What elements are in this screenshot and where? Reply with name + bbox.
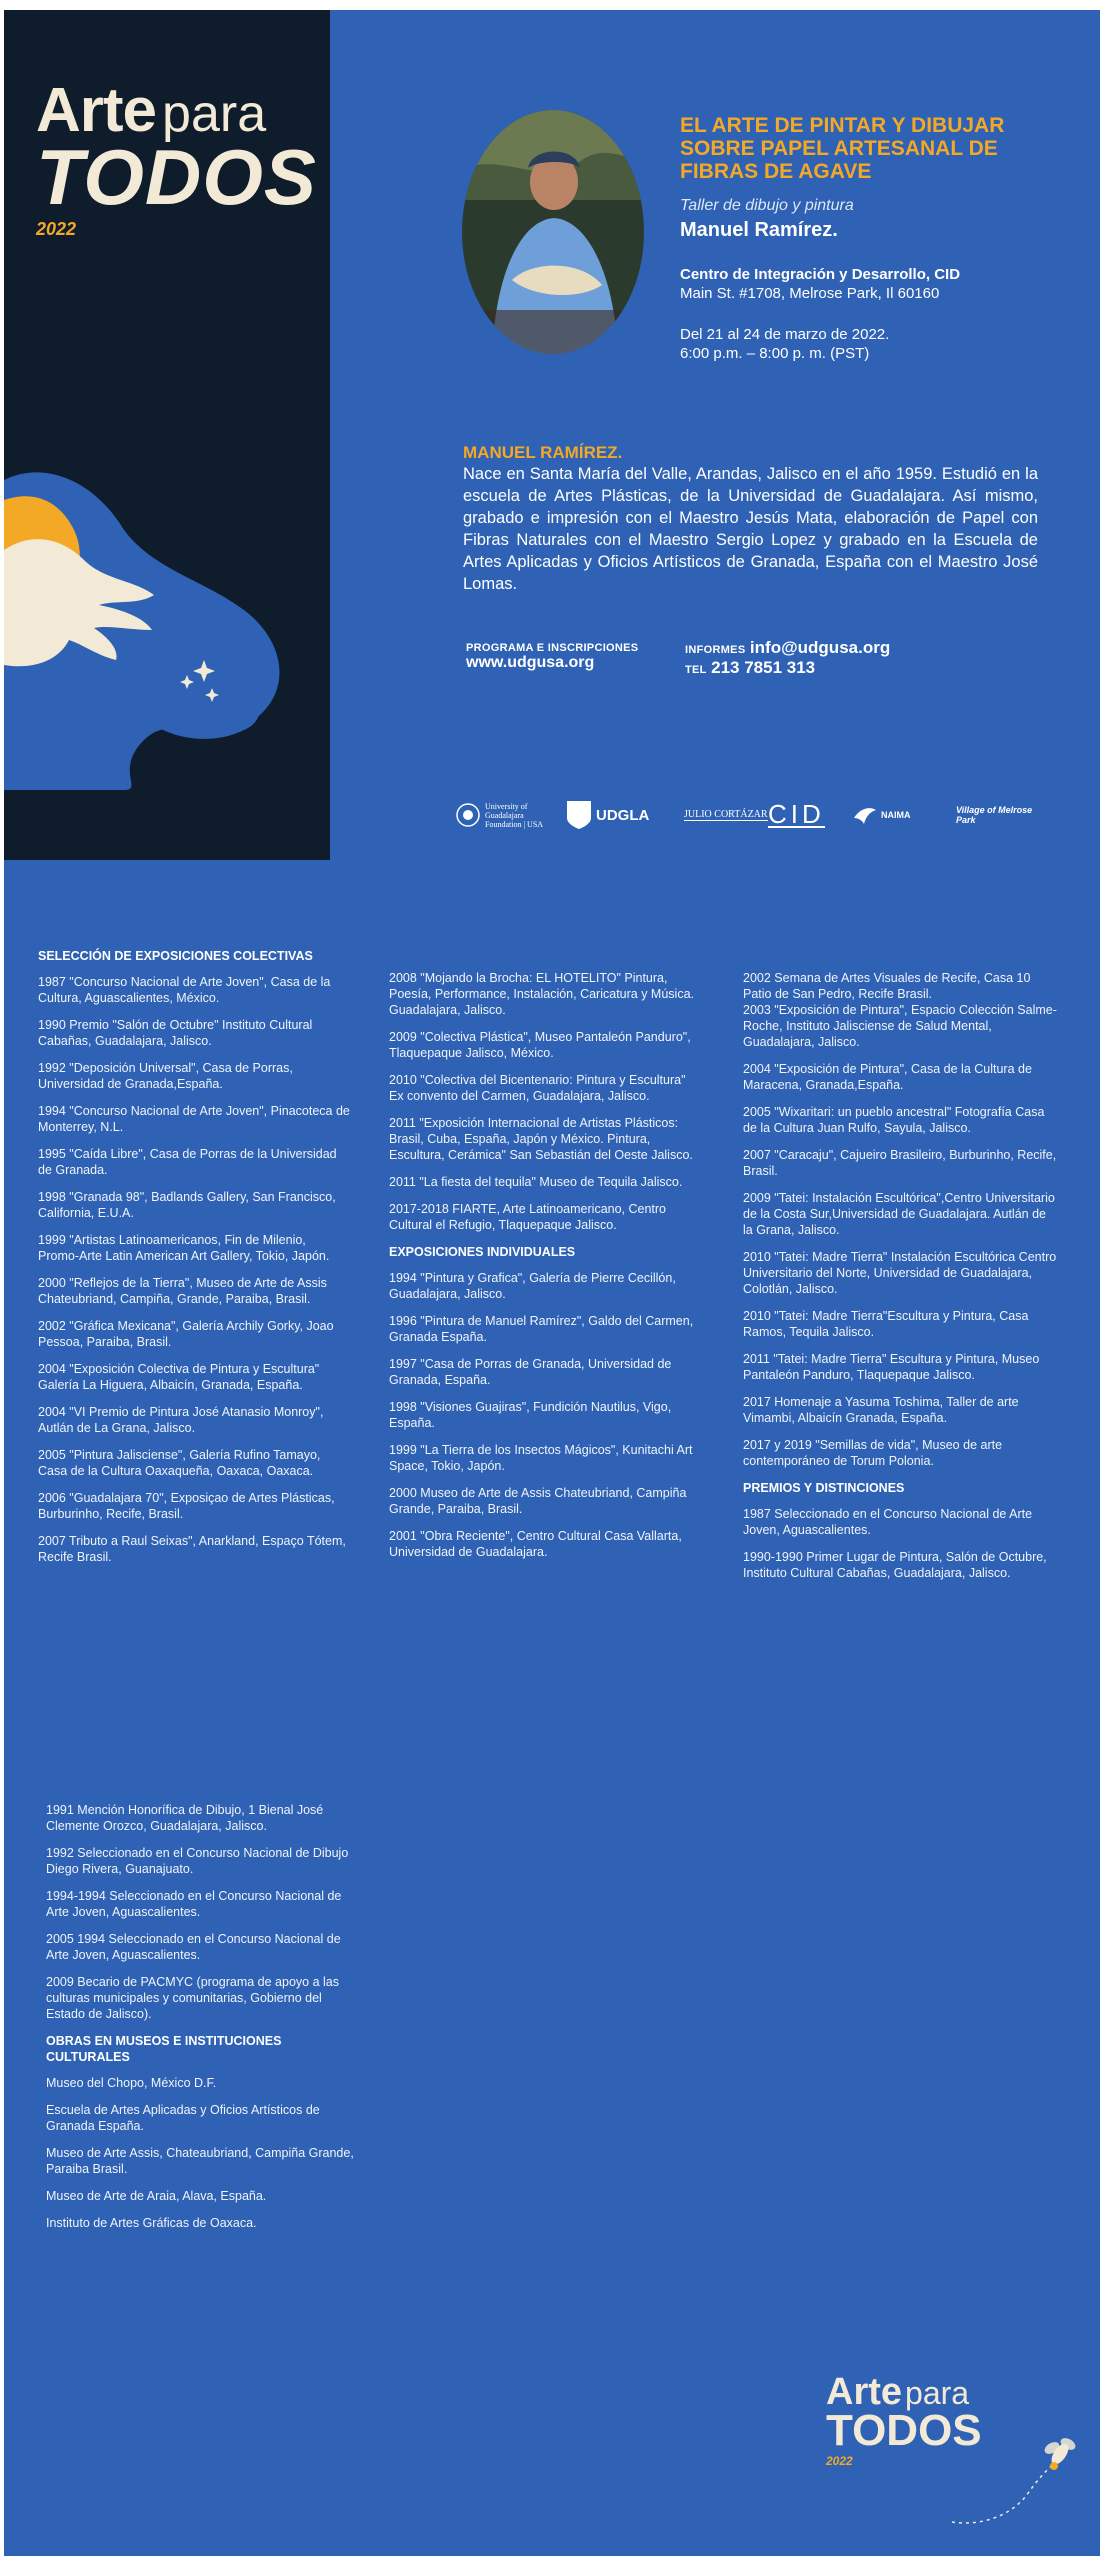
program-url-link[interactable]: www.udgusa.org bbox=[466, 654, 595, 671]
list-item: 2010 "Colectiva del Bicentenario: Pintura y Escultura" Ex convento del Carmen, Guadalajara, Jalisco. bbox=[389, 1073, 686, 1103]
event-subtitle: Taller de dibujo y pintura bbox=[680, 197, 854, 214]
program-contact bbox=[466, 642, 638, 672]
brand-para: para bbox=[162, 85, 267, 143]
list-item: 1998 "Visiones Guajiras", Fundición Nautilus, Vigo, España. bbox=[389, 1400, 672, 1430]
list-item: 2000 Museo de Arte de Assis Chateubriand, Campiña Grande, Paraiba, Brasil. bbox=[389, 1486, 687, 1516]
list-item: 2009 "Tatei: Instalación Escultórica",Centro Universitario de la Costa Sur,Universidad de Guadalajara. Autlán de la Grana, Jalisco. bbox=[743, 1191, 1055, 1237]
list-item: 1999 "Artistas Latinoamericanos, Fin de Milenio, Promo-Arte Latin American Art Gallery, Tokio, Japón. bbox=[38, 1233, 330, 1263]
list-item: Instituto de Artes Gráficas de Oaxaca. bbox=[46, 2216, 257, 2230]
list-item: 2004 "Exposición de Pintura", Casa de la Cultura de Maracena, Granada,España. bbox=[743, 1062, 1032, 1092]
list-item: Escuela de Artes Aplicadas y Oficios Artísticos de Granada España. bbox=[46, 2103, 320, 2133]
list-item: 1996 "Pintura de Manuel Ramírez", Galdo del Carmen, Granada España. bbox=[389, 1314, 694, 1344]
exhibitions-col2 bbox=[389, 970, 703, 1571]
brand-todos: TODOS bbox=[826, 2406, 982, 2455]
list-item: 2004 "VI Premio de Pintura José Atanasio Monroy", Autlán de La Grana, Jalisco. bbox=[38, 1405, 324, 1435]
list-item: 1990-1990 Primer Lugar de Pintura, Salón de Octubre, Instituto Cultural Cabañas, Guadalajara, Jalisco. bbox=[743, 1550, 1047, 1580]
list-item: 1994 "Pintura y Grafica", Galería de Pierre Cecillón, Guadalajara, Jalisco. bbox=[389, 1271, 676, 1301]
awards-continued-col bbox=[46, 1802, 358, 2242]
event-info bbox=[680, 114, 1060, 362]
bio-text: Nace en Santa María del Valle, Arandas, Jalisco en el año 1959. Estudió en la escuela de Artes Plásticas, de la Universidad de Guadalajara. Así mismo, grabado e impresión con el Maestro Jesús Mata, elaboración de Papel con Fibras Naturales con el Maestro Sergio Lopez y grabado en la Escuela de Artes Aplicadas y Oficios Artísticos de Granada, España con el Maestro José Lomas. bbox=[463, 465, 1038, 593]
brand-todos: TODOS bbox=[36, 133, 317, 221]
artist-bio bbox=[463, 443, 1038, 595]
event-artist: Manuel Ramírez. bbox=[680, 219, 838, 241]
sponsor-logos bbox=[456, 795, 1056, 839]
brand-year: 2022 bbox=[826, 2454, 853, 2468]
list-item: 2001 "Obra Reciente", Centro Cultural Casa Vallarta, Universidad de Guadalajara. bbox=[389, 1529, 682, 1559]
list-item: 1998 "Granada 98", Badlands Gallery, San Francisco, California, E.U.A. bbox=[38, 1190, 336, 1220]
museums-heading: OBRAS EN MUSEOS E INSTITUCIONES CULTURALES bbox=[46, 2034, 282, 2064]
tel-number: 213 7851 313 bbox=[711, 658, 816, 677]
individual-heading: EXPOSICIONES INDIVIDUALES bbox=[389, 1245, 576, 1259]
bird-icon bbox=[852, 804, 878, 826]
list-item: 2009 "Colectiva Plástica", Museo Pantaleón Panduro", Tlaquepaque Jalisco, México. bbox=[389, 1030, 691, 1060]
list-item: 2008 "Mojando la Brocha: EL HOTELITO" Pintura, Poesía, Performance, Instalación, Caricatura y Música. Guadalajara, Jalisco. bbox=[389, 971, 694, 1017]
event-time: 6:00 p.m. – 8:00 p. m. (PST) bbox=[680, 345, 870, 362]
event-title: EL ARTE DE PINTAR Y DIBUJAR SOBRE PAPEL ARTESANAL DE FIBRAS DE AGAVE bbox=[680, 114, 1005, 183]
list-item: 2005 1994 Seleccionado en el Concurso Nacional de Arte Joven, Aguascalientes. bbox=[46, 1932, 341, 1962]
brand-year: 2022 bbox=[36, 219, 77, 239]
list-item: Museo del Chopo, México D.F. bbox=[46, 2076, 217, 2090]
event-venue: Centro de Integración y Desarrollo, CID bbox=[680, 266, 961, 283]
event-address: Main St. #1708, Melrose Park, Il 60160 bbox=[680, 285, 940, 302]
program-label: PROGRAMA E INSCRIPCIONES bbox=[466, 642, 639, 654]
list-item: 2005 "Pintura Jalisciense", Galería Rufino Tamayo, Casa de la Cultura Oaxaqueña, Oaxaca, Oaxaca. bbox=[38, 1448, 321, 1478]
bio-name: MANUEL RAMÍREZ. bbox=[463, 443, 623, 462]
list-item: 2002 Semana de Artes Visuales de Recife, Casa 10 Patio de San Pedro, Recife Brasil. 2003 "Exposición de Pintura", Espacio Colección Salme-Roche, Instituto Jalisciense de Salud Mental, Guadalajara, Jalisco. bbox=[743, 971, 1057, 1049]
list-item: 2007 "Caracaju", Cajueiro Brasileiro, Burburinho, Recife, Brasil. bbox=[743, 1148, 1057, 1178]
sponsor-melrose: Village of Melrose Park bbox=[956, 805, 1033, 825]
sponsor-naima: NAIMA bbox=[852, 795, 911, 835]
artist-photo bbox=[462, 110, 644, 354]
sponsor-cortazar: JULIO CORTÁZAR bbox=[684, 809, 768, 820]
list-item: 1987 "Concurso Nacional de Arte Joven", Casa de la Cultura, Aguascalientes, México. bbox=[38, 975, 331, 1005]
shield-icon bbox=[566, 800, 592, 830]
info-label: INFORMES bbox=[685, 644, 746, 656]
brand-para: para bbox=[905, 2375, 970, 2411]
list-item: 2017 y 2019 "Semillas de vida", Museo de arte contemporáneo de Torum Polonia. bbox=[743, 1438, 1003, 1468]
list-item: 2010 "Tatei: Madre Tierra"Escultura y Pintura, Casa Ramos, Tequila Jalisco. bbox=[743, 1309, 1029, 1339]
list-item: 2011 "La fiesta del tequila" Museo de Tequila Jalisco. bbox=[389, 1175, 683, 1189]
list-item: Museo de Arte Assis, Chateaubriand, Campiña Grande, Paraiba Brasil. bbox=[46, 2146, 354, 2176]
list-item: 1992 Seleccionado en el Concurso Nacional de Dibujo Diego Rivera, Guanajuato. bbox=[46, 1846, 349, 1876]
list-item: 2004 "Exposición Colectiva de Pintura y Escultura" Galería La Higuera, Albaicín, Granada, España. bbox=[38, 1362, 320, 1392]
list-item: 2007 Tributo a Raul Seixas", Anarkland, Espaço Tótem, Recife Brasil. bbox=[38, 1534, 346, 1564]
info-email-link[interactable]: info@udgusa.org bbox=[749, 638, 891, 657]
list-item: 1997 "Casa de Porras de Granada, Universidad de Granada, España. bbox=[389, 1357, 672, 1387]
list-item: 2006 "Guadalajara 70", Exposiçao de Artes Plásticas, Burburinho, Recife, Brasil. bbox=[38, 1491, 335, 1521]
list-item: 2000 "Reflejos de la Tierra", Museo de Arte de Assis Chateubriand, Campiña, Grande, Paraiba, Brasil. bbox=[38, 1276, 327, 1306]
brand-arte: Arte bbox=[36, 76, 157, 145]
event-date: Del 21 al 24 de marzo de 2022. bbox=[680, 326, 890, 343]
sponsor-udg-foundation: University of Guadalajara Foundation | USA bbox=[456, 795, 545, 835]
list-item: 1994 "Concurso Nacional de Arte Joven", Pinacoteca de Monterrey, N.L. bbox=[38, 1104, 350, 1134]
list-item: 2002 "Gráfica Mexicana", Galería Archily Gorky, Joao Pessoa, Paraiba, Brasil. bbox=[38, 1319, 334, 1349]
sponsor-udgla: UDGLA bbox=[566, 795, 649, 835]
tel-label: TEL bbox=[685, 664, 707, 676]
list-item: 1991 Mención Honorífica de Dibujo, 1 Bienal José Clemente Orozco, Guadalajara, Jalisco. bbox=[46, 1803, 324, 1833]
seal-icon bbox=[456, 803, 480, 827]
list-item: Museo de Arte de Araia, Alava, España. bbox=[46, 2189, 267, 2203]
list-item: 1987 Seleccionado en el Concurso Nacional de Arte Joven, Aguascalientes. bbox=[743, 1507, 1033, 1537]
list-item: 1995 "Caída Libre", Casa de Porras de la Universidad de Granada. bbox=[38, 1147, 337, 1177]
brand-logo bbox=[36, 76, 317, 239]
list-item: 2011 "Exposición Internacional de Artistas Plásticos: Brasil, Cuba, España, Japón y México. Pintura, Escultura, Cerámica" San Sebastián del Oeste Jalisco. bbox=[389, 1116, 693, 1162]
list-item: 1992 "Deposición Universal", Casa de Porras, Universidad de Granada,España. bbox=[38, 1061, 293, 1091]
list-item: 1994-1994 Seleccionado en el Concurso Nacional de Arte Joven, Aguascalientes. bbox=[46, 1889, 342, 1919]
list-item: 2017 Homenaje a Yasuma Toshima, Taller de arte Vimambi, Albaicín Granada, España. bbox=[743, 1395, 1019, 1425]
collective-heading: SELECCIÓN DE EXPOSICIONES COLECTIVAS bbox=[38, 949, 313, 963]
brand-arte: Arte bbox=[826, 2371, 903, 2413]
firefly-icon bbox=[948, 2422, 1078, 2532]
info-contact bbox=[685, 638, 890, 678]
list-item: 2005 "Wixaritari: un pueblo ancestral" Fotografía Casa de la Cultura Juan Rulfo, Sayula, Jalisco. bbox=[743, 1105, 1045, 1135]
exhibitions-col3 bbox=[743, 970, 1059, 1592]
collective-exhibitions-col1 bbox=[38, 948, 350, 1576]
list-item: 2009 Becario de PACMYC (programa de apoyo a las culturas municipales y comunitarias, Gobierno del Estado de Jalisco). bbox=[46, 1975, 339, 2021]
list-item: 1990 Premio "Salón de Octubre" Instituto Cultural Cabañas, Guadalajara, Jalisco. bbox=[38, 1018, 313, 1048]
list-item: 1999 "La Tierra de los Insectos Mágicos", Kunitachi Art Space, Tokio, Japón. bbox=[389, 1443, 693, 1473]
list-item: 2017-2018 FIARTE, Arte Latinoamericano, Centro Cultural el Refugio, Tlaquepaque Jalisco. bbox=[389, 1202, 667, 1232]
list-item: 2010 "Tatei: Madre Tierra" Instalación Escultórica Centro Universitario del Norte, Universidad de Guadalajara, Colotlán, Jalisco. bbox=[743, 1250, 1057, 1296]
poster bbox=[4, 10, 1100, 2556]
left-panel bbox=[4, 10, 330, 860]
sponsor-cid: CID bbox=[768, 799, 825, 829]
list-item: 2011 "Tatei: Madre Tierra" Escultura y Pintura, Museo Pantaleón Panduro, Tlaquepaque Jalisco. bbox=[743, 1352, 1040, 1382]
awards-heading: PREMIOS Y DISTINCIONES bbox=[743, 1481, 905, 1495]
hands-illustration bbox=[4, 460, 330, 790]
